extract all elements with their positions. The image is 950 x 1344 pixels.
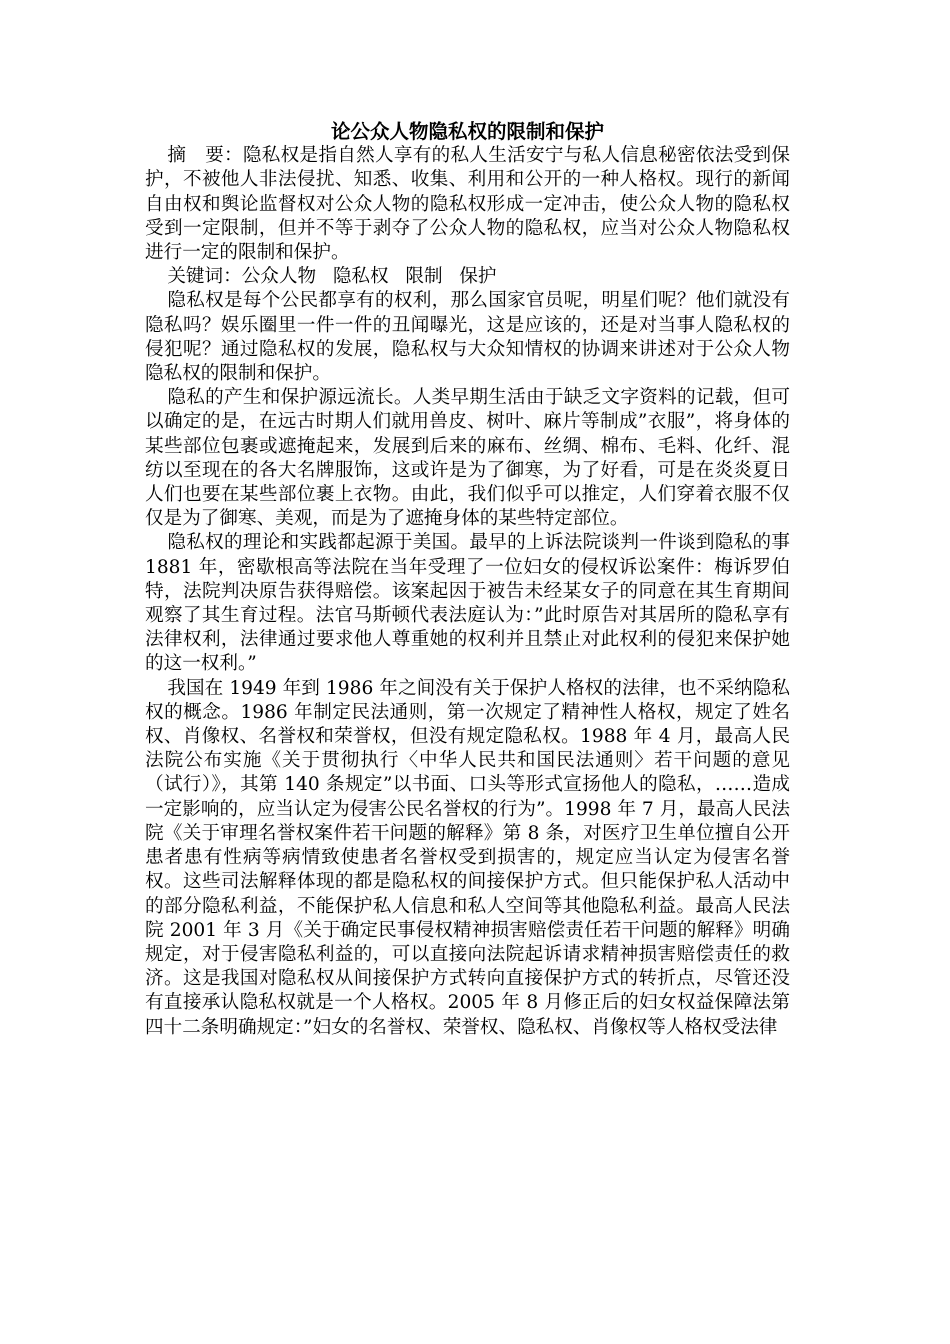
abstract-text: 隐私权是指自然人享有的私人生活安宁与私人信息秘密依法受到保护，不被他人非法侵扰、知悉、收集、利用和公开的一种人格权。现行的新闻自由权和舆论监督权对公众人物的隐私权形成一定冲击，使公众人物的隐私权受到一定限制，但并不等于剥夺了公众人物的隐私权，应当对公众人物隐私权进行一定的限制和保护。: [145, 145, 790, 264]
body-paragraph: 隐私的产生和保护源远流长。人类早期生活由于缺乏文字资料的记载，但可以确定的是，在远古时期人们就用兽皮、树叶、麻片等制成”衣服”，将身体的某些部位包裹或遮掩起来，发展到后来的麻布、丝绸、棉布、毛料、化纤、混纺以至现在的各大名牌服饰，这或许是为了御寒，为了好看，可是在炎炎夏日人们也要在某些部位裹上衣物。由此，我们似乎可以推定，人们穿着衣服不仅仅是为了御寒、美观，而是为了遮掩身体的某些特定部位。: [145, 387, 790, 530]
body-paragraph: 我国在 1949 年到 1986 年之间没有关于保护人格权的法律，也不采纳隐私权的概念。1986 年制定民法通则，第一次规定了精神性人格权，规定了姓名权、肖像权、名誉权和荣誉权，但没有规定隐私权。1988 年 4 月，最高人民法院公布实施《关于贯彻执行〈中华人民共和国民法通则〉若干问题的意见（试行）》，其第 140 条规定”以书面、口头等形式宣扬他人的隐私，……造成一定影响的，应当认定为侵害公民名誉权的行为”。1998 年 7 月，最高人民法院《关于审理名誉权案件若干问题的解释》第 8 条，对医疗卫生单位擅自公开患者患有性病等病情致使患者名誉权受到损害的，规定应当认定为侵害名誉权。这些司法解释体现的都是隐私权的间接保护方式。但只能保护私人活动中的部分隐私利益，不能保护私人信息和私人空间等其他隐私利益。最高人民法院 2001 年 3 月《关于确定民事侵权精神损害赔偿责任若干问题的解释》明确规定，对于侵害隐私利益的，可以直接向法院起诉请求精神损害赔偿责任的救济。这是我国对隐私权从间接保护方式转向直接保护方式的转折点，尽管还没有直接承认隐私权就是一个人格权。2005 年 8 月修正后的妇女权益保障法第四十二条明确规定：”妇女的名誉权、荣誉权、隐私权、肖像权等人格权受法律: [145, 677, 790, 1038]
document-title: 论公众人物隐私权的限制和保护: [330, 120, 604, 143]
keyword: 隐私权: [332, 266, 389, 288]
body-paragraph: 隐私权是每个公民都享有的权利，那么国家官员呢，明星们呢？他们就没有隐私吗？娱乐圈里一件一件的丑闻曝光，这是应该的，还是对当事人隐私权的侵犯呢？通过隐私权的发展，隐私权与大众知情权的协调来讲述对于公众人物隐私权的限制和保护。: [145, 290, 790, 385]
keywords: [145, 265, 790, 289]
keyword: 限制: [405, 266, 443, 288]
abstract-label: 摘 要：: [167, 145, 243, 167]
abstract: [145, 144, 790, 265]
keywords-label: 关键词：: [167, 266, 242, 288]
keyword: 公众人物: [241, 266, 317, 288]
keyword: 保护: [459, 266, 497, 288]
body-paragraph: 隐私权的理论和实践都起源于美国。最早的上诉法院谈判一件谈到隐私的事 1881 年，密歇根高等法院在当年受理了一位妇女的侵权诉讼案件：梅诉罗伯特，法院判决原告获得赔偿。该案起因于被告未经某女子的同意在其生育期间观察了其生育过程。法官马斯顿代表法庭认为：”此时原告对其居所的隐私享有法律权利，法律通过要求他人尊重她的权利并且禁止对此权利的侵犯来保护她的这一权利。”: [145, 532, 790, 675]
document-page: [145, 120, 790, 1040]
